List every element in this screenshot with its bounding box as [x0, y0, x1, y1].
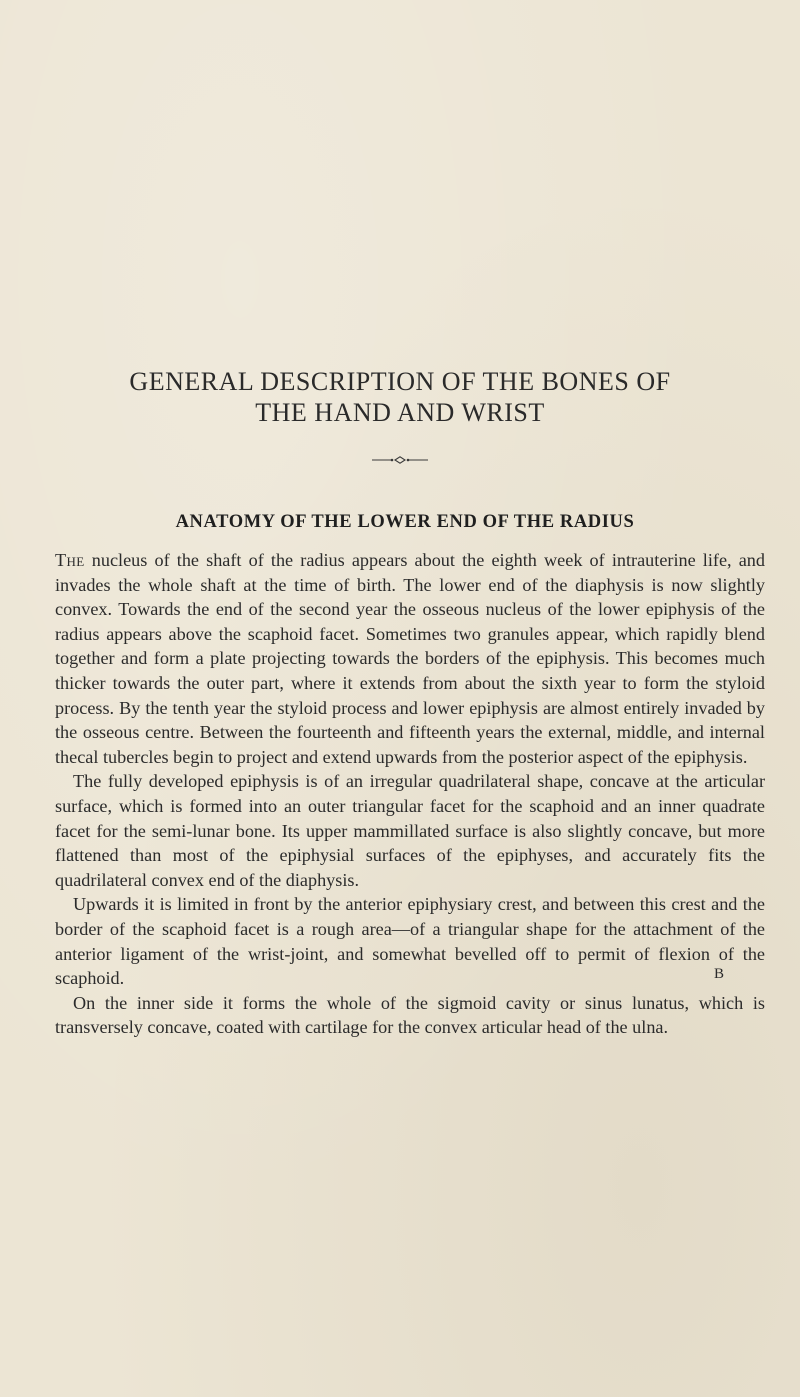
signature-mark: B: [714, 966, 725, 982]
paragraph-1-text: nucleus of the shaft of the radius appears about the eighth week of intrauterine life, and invades the whole shaft at the time of birth. The lower end of the diaphysis is now slightly convex. Towards the end of the second year the osseous nucleus of the lower epiphysis of the radius appears above the scaphoid facet. Sometimes two granules appear, which rapidly blend together and form a plate projecting towards the borders of the epiphysis. This becomes much thicker towards the outer part, where it extends from about the sixth year to form the styloid process. By the tenth year the styloid process and lower epiphysis are almost entirely invaded by the osseous centre. Between the fourteenth and fifteenth years the external, middle, and internal thecal tubercles begin to project and extend upwards from the posterior aspect of the epiphysis.: [55, 550, 765, 767]
paragraph-2: The fully developed epiphysis is of an irregular quadrilateral shape, concave at the articular surface, which is formed into an outer triangular facet for the scaphoid and an inner quadrate facet for the semi-lunar bone. Its upper mammillated surface is also slightly concave, but more flattened than most of the epiphysial surfaces of the epiphyses, and accurately fits the quadrilateral convex end of the diaphysis.: [55, 771, 765, 890]
paragraph-3: Upwards it is limited in front by the anterior epiphysiary crest, and between this crest and the border of the scaphoid facet is a rough area—of a triangular shape for the attachment of the anterior ligament of the wrist-joint, and somewhat bevelled off to permit of flexion of the scaphoid.: [55, 894, 765, 989]
page-title-line-2: THE HAND AND WRIST: [255, 398, 545, 427]
paragraph-1: [55, 548, 765, 769]
body-text: [55, 548, 765, 1040]
paragraph-4: On the inner side it forms the whole of the sigmoid cavity or sinus lunatus, which is transversely concave, coated with cartilage for the convex articular head of the ulna.: [55, 992, 765, 1038]
ornament-divider-icon: [372, 455, 428, 465]
section-heading: ANATOMY OF THE LOWER END OF THE RADIUS: [175, 512, 635, 532]
paragraph-1-lead: The: [55, 550, 85, 570]
page-title-line-1: GENERAL DESCRIPTION OF THE BONES OF: [129, 367, 671, 396]
